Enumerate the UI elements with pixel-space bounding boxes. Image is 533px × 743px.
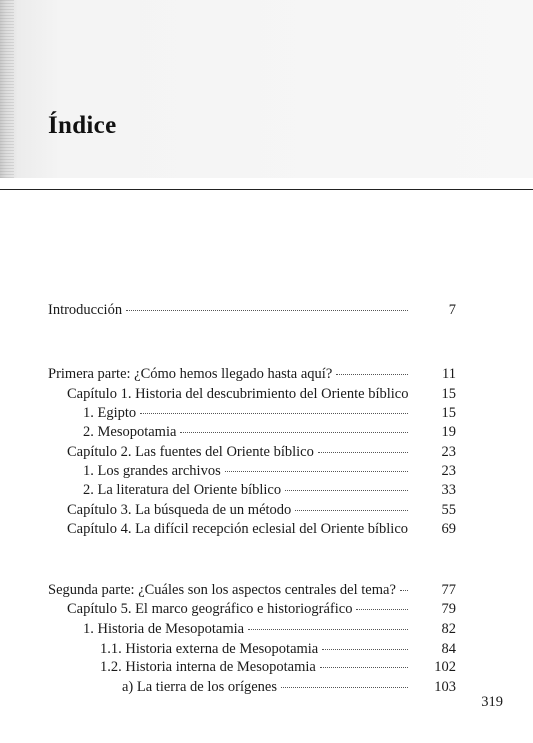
toc-entry-label: Introducción bbox=[48, 302, 123, 318]
toc-entry bbox=[48, 300, 456, 320]
toc-entry-label: 1.1. Historia externa de Mesopotamia bbox=[100, 641, 319, 657]
toc-entry-page: 103 bbox=[434, 679, 456, 695]
dot-leader bbox=[225, 470, 408, 472]
toc-entry bbox=[67, 500, 456, 520]
dot-leader bbox=[248, 628, 408, 630]
toc-entry-label: 1. Los grandes archivos bbox=[83, 463, 221, 479]
page-number: 319 bbox=[481, 694, 503, 710]
dot-leader bbox=[285, 489, 408, 491]
dot-leader bbox=[320, 666, 408, 668]
toc-entry-page: 15 bbox=[441, 405, 456, 421]
toc-entry-page: 102 bbox=[434, 659, 456, 675]
toc-entry bbox=[100, 639, 456, 659]
header-band bbox=[0, 0, 533, 178]
dot-leader bbox=[126, 309, 408, 311]
toc-entry bbox=[83, 461, 456, 481]
toc-entry-page: 33 bbox=[441, 482, 456, 498]
toc-entry-label: 2. Mesopotamia bbox=[83, 424, 177, 440]
toc-entry bbox=[83, 403, 456, 423]
toc-entry-page: 23 bbox=[441, 463, 456, 479]
toc-entry-page: 7 bbox=[448, 302, 456, 318]
toc-entry bbox=[83, 422, 456, 442]
toc-entry-page: 79 bbox=[441, 601, 456, 617]
toc-entry-page: 23 bbox=[441, 444, 456, 460]
dot-leader bbox=[336, 373, 408, 375]
page-title: Índice bbox=[48, 112, 117, 139]
toc-entry bbox=[122, 677, 456, 697]
toc-entry-label: Segunda parte: ¿Cuáles son los aspectos centrales del tema? bbox=[48, 582, 396, 598]
toc-entry-page: 82 bbox=[441, 621, 456, 637]
dot-leader bbox=[140, 412, 408, 414]
toc-entry-page: 19 bbox=[441, 424, 456, 440]
toc-entry-label: Capítulo 1. Historia del descubrimiento del Oriente bíblico bbox=[67, 386, 409, 402]
toc-entry-page: 15 bbox=[441, 386, 456, 402]
toc-entry bbox=[67, 384, 456, 404]
dot-leader bbox=[281, 686, 408, 688]
dot-leader bbox=[322, 648, 408, 650]
toc-entry bbox=[100, 657, 456, 677]
toc-entry-page: 55 bbox=[441, 502, 456, 518]
toc-entry bbox=[83, 480, 456, 500]
toc-entry bbox=[48, 580, 456, 600]
toc-entry-page: 77 bbox=[441, 582, 456, 598]
toc-entry bbox=[67, 519, 456, 539]
toc-entry bbox=[83, 619, 456, 639]
toc-entry-page: 69 bbox=[441, 521, 456, 537]
toc-entry-label: a) La tierra de los orígenes bbox=[122, 679, 277, 695]
dot-leader bbox=[180, 431, 408, 433]
toc-entry-label: Capítulo 3. La búsqueda de un método bbox=[67, 502, 292, 518]
header-rule bbox=[0, 189, 533, 190]
toc-entry-label: Capítulo 5. El marco geográfico e historiográfico bbox=[67, 601, 353, 617]
toc-entry-label: 1. Egipto bbox=[83, 405, 137, 421]
toc-entry-label: 1.2. Historia interna de Mesopotamia bbox=[100, 659, 316, 675]
toc-entry-label: 1. Historia de Mesopotamia bbox=[83, 621, 245, 637]
toc-entry-label: Primera parte: ¿Cómo hemos llegado hasta aquí? bbox=[48, 366, 333, 382]
toc-entry bbox=[67, 599, 456, 619]
toc-entry-label: Capítulo 2. Las fuentes del Oriente bíblico bbox=[67, 444, 314, 460]
toc-entry-page: 11 bbox=[442, 366, 456, 382]
dot-leader bbox=[356, 608, 408, 610]
toc-entry bbox=[67, 442, 456, 462]
dot-leader bbox=[318, 451, 408, 453]
toc-entry-page: 84 bbox=[441, 641, 456, 657]
toc-entry bbox=[48, 364, 456, 384]
dot-leader bbox=[400, 589, 408, 591]
dot-leader bbox=[295, 509, 408, 511]
toc-entry-label: 2. La literatura del Oriente bíblico bbox=[83, 482, 282, 498]
toc-entry-label: Capítulo 4. La difícil recepción eclesial del Oriente bíblico bbox=[67, 521, 409, 537]
